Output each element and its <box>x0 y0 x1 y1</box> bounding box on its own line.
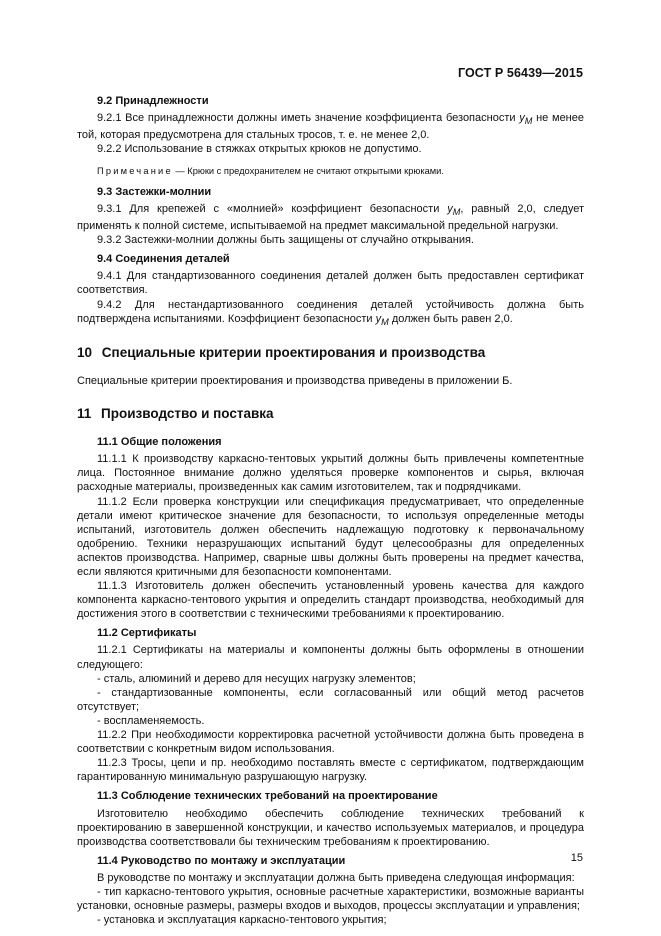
para-11-3: Изготовителю необходимо обеспечить соблюдение технических требований к проектированию в завершенной конструкции, и качество используемых материалов, и процедура производства соответствовали бы техническим требованиям к проектированию. <box>77 807 584 848</box>
para-9-4-2: 9.4.2 Для нестандартизованного соединения деталей устойчивость должна быть подтверждена испытаниями. Коэффициент безопасности $y_M$ должен быть равен 2,0. <box>77 298 584 327</box>
para-10: Специальные критерии проектирования и производства приведены в приложении Б. <box>77 374 513 387</box>
section-9-3-title: 9.3 Застежки-молнии <box>97 185 212 198</box>
section-10-heading: 10 Специальные критерии проектирования и производства <box>77 344 486 360</box>
section-9-4-title: 9.4 Соединения деталей <box>97 253 230 266</box>
list-item: - стандартизованные компоненты, если согласованный или общий метод расчетов отсутствует; <box>77 686 584 713</box>
para-11-1-1: 11.1.1 К производству каркасно-тентовых укрытий должны быть привлечены компетентные лица. Постоянное внимание должно уделяться проверке компонентов и сырья, включая расходные материалы, произведенных как самим изготовителем, так и подрядчиками. <box>77 453 584 494</box>
note-label: Примечание <box>97 165 173 176</box>
section-11-heading: 11 Производство и поставка <box>77 406 274 422</box>
section-11-4-title: 11.4 Руководство по монтажу и эксплуатации <box>97 854 346 867</box>
list-item: - установка и эксплуатация каркасно-тентового укрытия; <box>97 914 387 927</box>
para-9-3-1: 9.3.1 Для крепежей с «молнией» коэффициент безопасности $y_M$, равный 2,0, следует применять к полной системе, испытываемой на предмет максимальной предельной нагрузки. <box>77 202 584 233</box>
section-11-1-title: 11.1 Общие положения <box>97 436 222 449</box>
para-11-2-1: 11.2.1 Сертификаты на материалы и компоненты должны быть оформлены в отношении следующего: <box>77 644 584 671</box>
para-9-3-2: 9.3.2 Застежки-молнии должны быть защищены от случайно открывания. <box>97 234 474 247</box>
page-number: 15 <box>570 852 583 864</box>
para-11-1-2: 11.1.2 Если проверка конструкции или спецификация предусматривает, что определенные детали имеют критическое значение для безопасности, то используя определенные методы испытаний, изготовитель должен обеспечить надлежащую подготовку к первоначальному одобрению. Техники неразрушающих испытаний будут целесообразны для определенных аспектов производства. Например, сварные швы должны быть проверены на предмет качества, если являются критичными для безопасности компонентами. <box>77 495 584 578</box>
para-11-4: В руководстве по монтажу и эксплуатации должна быть приведена следующая информация: <box>97 871 575 884</box>
para-11-1-3: 11.1.3 Изготовитель должен обеспечить установленный уровень качества для каждого компонента каркасно-тентового укрытия и определить стандарт производства, необходимый для достижения этого в соответствии с техническими требованиями к проектированию. <box>77 580 584 621</box>
note-9-2: Примечание — Крюки с предохранителем не считают открытыми крюками. <box>97 165 444 176</box>
section-11-3-title: 11.3 Соблюдение технических требований на проектирование <box>97 790 438 803</box>
list-item: - сталь, алюминий и дерево для несущих нагрузку элементов; <box>97 672 416 685</box>
para-9-2-2: 9.2.2 Использование в стяжках открытых крюков не допустимо. <box>97 143 422 156</box>
para-9-4-1: 9.4.1 Для стандартизованного соединения деталей должен быть предоставлен сертификат соответствия. <box>77 270 584 297</box>
section-11-2-title: 11.2 Сертификаты <box>97 627 197 640</box>
para-9-2-1: 9.2.1 Все принадлежности должны иметь значение коэффициента безопасности $y_M$ не менее той, которая предусмотрена для стальных тросов, т. е. не менее 2,0. <box>77 112 584 142</box>
para-11-2-2: 11.2.2 При необходимости корректировка расчетной устойчивости должна быть проведена в соответствии с конкретным видом использования. <box>77 729 584 756</box>
page-content <box>77 94 584 927</box>
document-header-id: ГОСТ Р 56439—2015 <box>457 66 583 80</box>
list-item: - тип каркасно-тентового укрытия, основные расчетные характеристики, возможные варианты установки, основные размеры, размеры входов и выходов, процессы эксплуатации и управления; <box>77 885 584 913</box>
list-item: - воспламеняемость. <box>97 714 205 727</box>
para-11-2-3: 11.2.3 Тросы, цепи и пр. необходимо поставлять вместе с сертификатом, подтверждающим гарантированную минимальную разрушающую нагрузку. <box>77 757 584 784</box>
section-9-2-title: 9.2 Принадлежности <box>97 95 209 107</box>
